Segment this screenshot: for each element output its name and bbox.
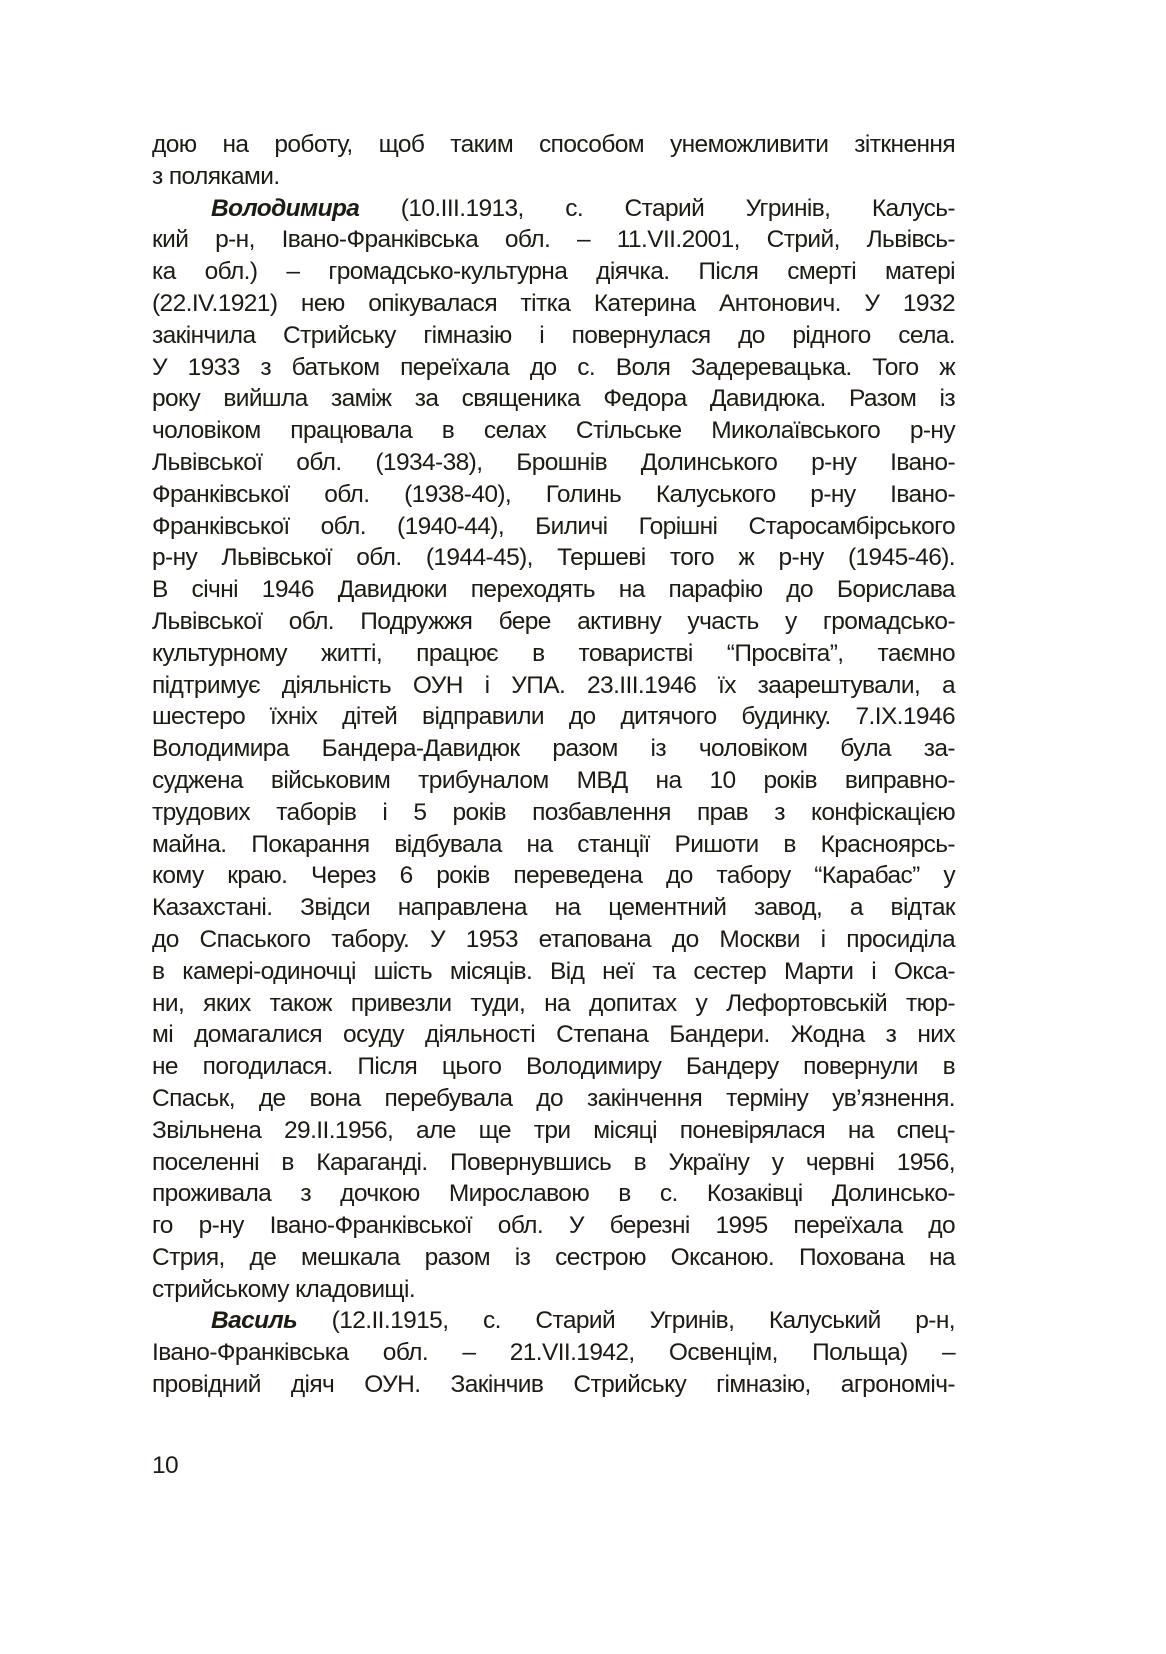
person-name-volodymyra: Володимира (211, 194, 360, 222)
body-text (152, 129, 955, 1401)
text-line: провідний діяч ОУН. Закінчив Стрийську гімназію, агрономіч- (152, 1371, 955, 1399)
text-line: У 1933 з батьком переїхала до с. Воля Задеревацька. Того ж (152, 353, 955, 381)
text-line: культурному житті, працює в товаристві “Просвіта”, таємно (152, 639, 955, 667)
text-line: Івано-Франківська обл. – 21.VII.1942, Освенцім, Польща) – (152, 1339, 955, 1367)
text-line: (22.IV.1921) нею опікувалася тітка Катерина Антонович. У 1932 (152, 289, 955, 317)
person-name-vasyl: Василь (211, 1307, 298, 1335)
text-line: майна. Покарання відбувала на станції Ришоти в Красноярсь- (152, 830, 955, 858)
paragraph-first-line (152, 1305, 955, 1337)
text-line: ни, яких також привезли туди, на допитах у Лефортовській тюр- (152, 989, 955, 1017)
text-line: р-ну Львівської обл. (1944-45), Тершеві того ж р-ну (1945-46). (152, 544, 955, 572)
text-line: Франківської обл. (1938-40), Голинь Калуського р-ну Івано- (152, 480, 955, 508)
text-line: ка обл.) – громадсько-культурна діячка. Після смерті матері (152, 258, 955, 286)
text-line: го р-ну Івано-Франківської обл. У березні 1995 переїхала до (152, 1212, 955, 1240)
text-line: підтримує діяльність ОУН і УПА. 23.III.1946 їх заарештували, а (152, 671, 955, 699)
text-line: мі домагалися осуду діяльності Степана Бандери. Жодна з них (152, 1021, 955, 1049)
text-line: Спаськ, де вона перебувала до закінчення терміну ув’язнення. (152, 1084, 955, 1112)
text-line: Стрия, де мешкала разом із сестрою Оксаною. Похована на (152, 1243, 955, 1271)
text-line: трудових таборів і 5 років позбавлення прав з конфіскацією (152, 798, 955, 826)
page-number: 10 (152, 1452, 179, 1479)
text-line: в камері-одиночці шість місяців. Від неї та сестер Марти і Окса- (152, 957, 955, 985)
text-line: Франківської обл. (1940-44), Биличі Горішні Старосамбірського (152, 512, 955, 540)
text-line: до Спаського табору. У 1953 етапована до Москви і просиділа (152, 925, 955, 953)
paragraph-first-line (152, 193, 955, 225)
text-line: Львівської обл. (1934-38), Брошнів Долинського р-ну Івано- (152, 448, 955, 476)
text-line: кий р-н, Івано-Франківська обл. – 11.VII.2001, Стрий, Львівсь- (152, 226, 955, 254)
text-line: Звільнена 29.II.1956, але ще три місяці поневірялася на спец- (152, 1116, 955, 1144)
text-line: проживала з дочкою Мирославою в с. Козаківці Долинсько- (152, 1180, 955, 1208)
text-fragment: (10.III.1913, с. Старий Угринів, Калусь- (359, 194, 955, 222)
text-line: суджена військовим трибуналом МВД на 10 років виправно- (152, 766, 955, 794)
text-line: поселенні в Караганді. Повернувшись в Україну у червні 1956, (152, 1148, 955, 1176)
text-line: з поляками. (152, 162, 280, 190)
text-line: Володимира Бандера-Давидюк разом із чоловіком була за- (152, 735, 955, 763)
text-line: дою на роботу, щоб таким способом унеможливити зіткнення (152, 131, 955, 158)
text-line: кому краю. Через 6 років переведена до табору “Карабас” у (152, 862, 955, 890)
text-line: чоловіком працювала в селах Стільське Миколаївського р-ну (152, 417, 955, 445)
text-line: Львівської обл. Подружжя бере активну участь у громадсько- (152, 607, 955, 635)
text-line: закінчила Стрийську гімназію і повернулася до рідного села. (152, 321, 955, 349)
text-line: В січні 1946 Давидюки переходять на парафію до Борислава (152, 576, 955, 604)
text-line: не погодилася. Після цього Володимиру Бандеру повернули в (152, 1053, 955, 1081)
text-line: шестеро їхніх дітей відправили до дитячого будинку. 7.IX.1946 (152, 703, 955, 731)
text-line: року вийшла заміж за священика Федора Давидюка. Разом із (152, 385, 955, 413)
text-line: Казахстані. Звідси направлена на цементний завод, а відтак (152, 894, 955, 922)
text-line: стрийському кладовищі. (152, 1275, 416, 1303)
text-fragment: (12.II.1915, с. Старий Угринів, Калуський р-н, (297, 1307, 955, 1335)
